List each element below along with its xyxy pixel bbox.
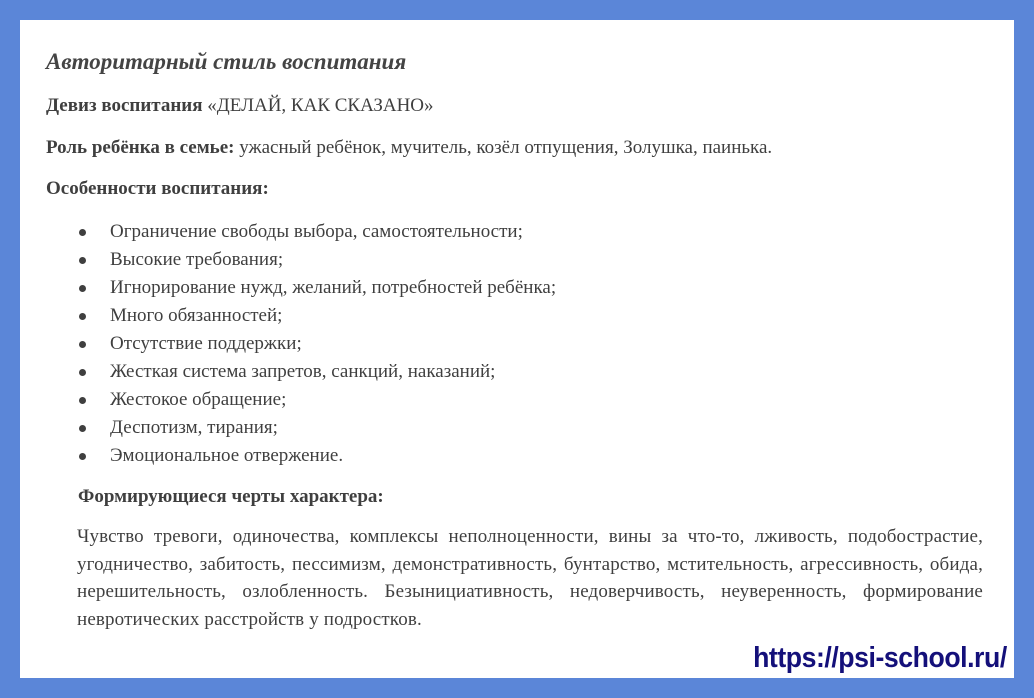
list-item-text: Ограничение свободы выбора, самостоятельности; (110, 221, 523, 242)
list-item (46, 302, 556, 330)
role-line (46, 137, 772, 159)
bullet-icon (79, 397, 86, 404)
motto-label: Девиз воспитания (46, 95, 203, 116)
traits-paragraph: Чувство тревоги, одиночества, комплексы неполноценности, вины за что-то, лживость, подобострастие, угодничество, забитость, пессимизм, демонстративность, бунтарство, мстительность, агрессивность, обида, нерешительность, озлобленность. Безынициативность, недоверчивость, неуверенность, формирование невротических расстройств у подростков. (77, 526, 983, 630)
traits-heading: Формирующиеся черты характера: (78, 486, 384, 507)
list-item (46, 330, 556, 358)
list-item-text: Высокие требования; (110, 249, 284, 270)
bullet-icon (79, 369, 86, 376)
list-item-text: Жесткая система запретов, санкций, наказаний; (110, 361, 496, 382)
bullet-icon (79, 313, 86, 320)
list-item-text: Деспотизм, тирания; (110, 417, 278, 438)
list-item-text: Отсутствие поддержки; (110, 333, 302, 354)
motto-line (46, 95, 434, 117)
bullet-icon (79, 229, 86, 236)
motto-value: «ДЕЛАЙ, КАК СКАЗАНО» (202, 95, 434, 116)
role-label: Роль ребёнка в семье: (46, 137, 235, 158)
bullet-icon (79, 453, 86, 460)
list-item (46, 274, 556, 302)
bullet-icon (79, 257, 86, 264)
role-value: ужасный ребёнок, мучитель, козёл отпущения, Золушка, паинька. (234, 137, 773, 158)
list-item (46, 218, 556, 246)
list-item (46, 414, 556, 442)
bullet-icon (79, 341, 86, 348)
list-item (46, 246, 556, 274)
bullet-icon (79, 285, 86, 292)
content-card (20, 20, 1014, 678)
features-list (46, 218, 556, 470)
watermark-url: https://psi-school.ru/ (753, 642, 1007, 674)
page-title: Авторитарный стиль воспитания (46, 49, 407, 74)
list-item (46, 386, 556, 414)
list-item (46, 358, 556, 386)
bullet-icon (79, 425, 86, 432)
list-item-text: Жестокое обращение; (110, 389, 287, 410)
features-heading: Особенности воспитания: (46, 178, 269, 199)
list-item (46, 442, 556, 470)
list-item-text: Эмоциональное отвержение. (110, 445, 344, 466)
list-item-text: Много обязанностей; (110, 305, 283, 326)
list-item-text: Игнорирование нужд, желаний, потребностей ребёнка; (110, 277, 557, 298)
